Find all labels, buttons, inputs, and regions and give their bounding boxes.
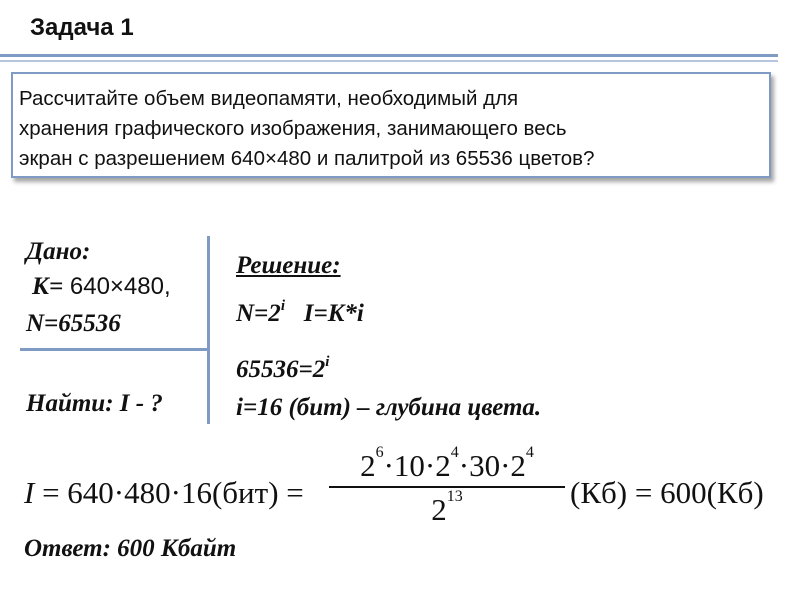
solution-line-2-sup: i	[325, 354, 330, 370]
num-exp-3: 4	[525, 444, 534, 461]
task-line-3: экран с разрешением 640×480 и палитрой из 65536 цветов?	[19, 147, 595, 170]
solution-line-3: i=16 (бит) – глубина цвета.	[236, 394, 542, 421]
solution-line-2	[236, 356, 329, 384]
slide-title: Задача 1	[30, 14, 134, 41]
num-base-2: ·10·2	[383, 448, 451, 483]
given-n: N=65536	[26, 310, 121, 337]
fraction-denominator	[329, 488, 565, 528]
given-k	[32, 273, 171, 301]
solution-line-1-sup: i	[280, 298, 285, 314]
title-divider-thick	[0, 54, 778, 57]
given-k-symbol: К=	[32, 273, 64, 300]
find-label: Найти: I - ?	[26, 390, 163, 417]
task-line-2: хранения графического изображения, занимающего весь	[19, 117, 567, 140]
given-label: Дано:	[26, 238, 91, 265]
formula-left	[24, 475, 304, 511]
solution-line-1	[236, 300, 364, 328]
title-divider-thin	[0, 60, 778, 62]
num-base-1: 2	[360, 448, 376, 483]
num-exp-2: 4	[450, 444, 459, 461]
solution-line-1a: N=2	[236, 300, 281, 327]
formula-fraction	[329, 444, 565, 528]
given-separator	[20, 348, 208, 351]
solution-label: Решение:	[236, 252, 341, 279]
task-line-1: Рассчитайте объем видеопамяти, необходимый для	[19, 87, 519, 110]
given-solution-divider	[207, 236, 210, 424]
fraction-numerator	[329, 444, 565, 484]
num-base-3: ·30·2	[458, 448, 526, 483]
den-exp: 13	[446, 488, 463, 505]
den-base: 2	[431, 492, 447, 527]
solution-line-2a: 65536=2	[236, 356, 326, 383]
given-k-value: 640×480,	[63, 273, 171, 300]
formula-lhs: = 640·480·16(бит) =	[34, 475, 304, 510]
formula-right: (Кб) = 600(Кб)	[570, 475, 764, 510]
solution-line-1b: I=K*i	[284, 300, 364, 327]
answer: Ответ: 600 Кбайт	[24, 535, 237, 562]
formula-variable: I	[24, 475, 35, 510]
task-statement-box	[11, 72, 771, 178]
num-exp-1: 6	[375, 444, 384, 461]
